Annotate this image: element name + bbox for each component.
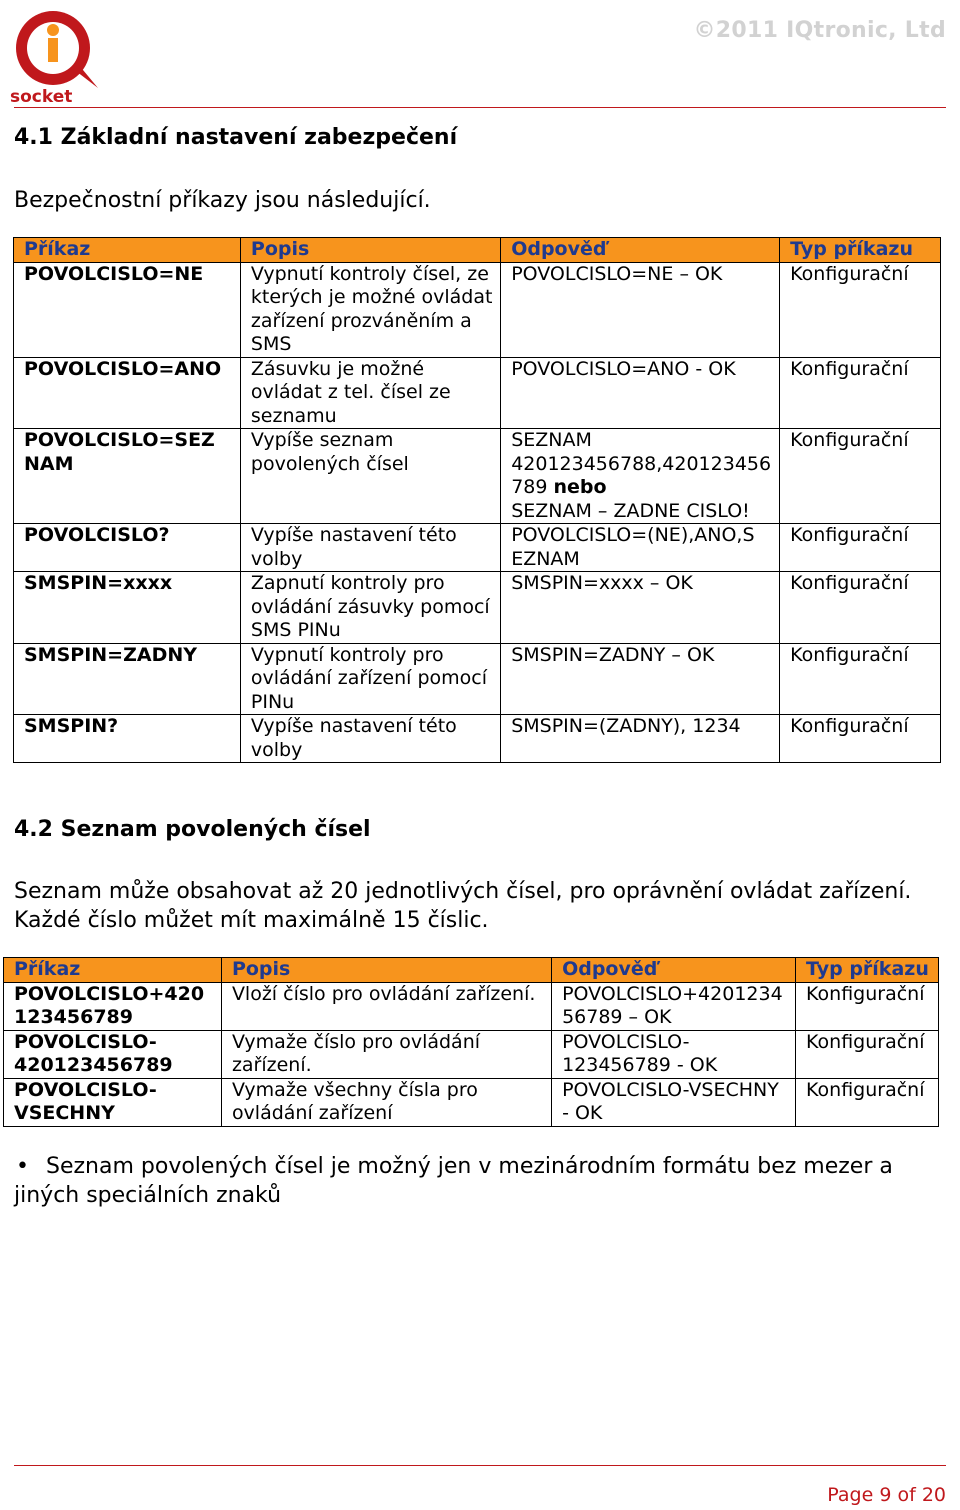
description-cell: Vymaže všechny čísla pro ovládání zařízení <box>221 1078 551 1126</box>
header-response: Odpověď <box>552 958 796 983</box>
section-title-4-1: 4.1 Základní nastavení zabezpečení <box>14 125 458 150</box>
command-cell: POVOLCISLO=NE <box>14 262 241 357</box>
format-note <box>14 1152 954 1210</box>
table-row <box>14 524 941 572</box>
response-cell: POVOLCISLO- 123456789 - OK <box>552 1030 796 1078</box>
response-cell: SMSPIN=ZADNY – OK <box>501 643 780 715</box>
description-cell: Zapnutí kontroly pro ovládání zásuvky pomocí SMS PINu <box>240 572 500 644</box>
section-intro-4-2: Seznam může obsahovat až 20 jednotlivých čísel, pro oprávnění ovládat zařízení. Každé číslo můžet mít maximálně 15 číslic. <box>14 879 912 933</box>
table-row <box>14 715 941 763</box>
type-cell: Konfigurační <box>780 357 941 429</box>
description-cell: Vloží číslo pro ovládání zařízení. <box>221 982 551 1030</box>
description-cell: Vypíše nastavení této volby <box>240 715 500 763</box>
section-title-4-2: 4.2 Seznam povolených čísel <box>14 817 371 842</box>
format-note-text: Seznam povolených čísel je možný jen v mezinárodním formátu bez mezer a jiných speciálních znaků <box>14 1154 893 1208</box>
header-command-type: Typ příkazu <box>796 958 939 983</box>
table-row <box>14 572 941 644</box>
page-number: Page 9 of 20 <box>827 1484 946 1506</box>
command-cell: POVOLCISLO- VSECHNY <box>4 1078 222 1126</box>
response-cell <box>501 429 780 524</box>
footer-divider <box>14 1465 946 1466</box>
table-row <box>4 982 939 1030</box>
security-commands-table <box>13 237 941 763</box>
header-command-type: Typ příkazu <box>780 238 941 263</box>
command-cell: POVOLCISLO- 420123456789 <box>4 1030 222 1078</box>
iqsocket-logo <box>8 4 102 104</box>
table-header-row <box>14 238 941 263</box>
command-cell: POVOLCISLO? <box>14 524 241 572</box>
response-cell: POVOLCISLO=NE – OK <box>501 262 780 357</box>
type-cell: Konfigurační <box>780 262 941 357</box>
type-cell: Konfigurační <box>780 572 941 644</box>
description-cell: Vypnutí kontroly pro ovládání zařízení pomocí PINu <box>240 643 500 715</box>
response-cell: SMSPIN=(ZADNY), 1234 <box>501 715 780 763</box>
response-cell: POVOLCISLO-VSECHNY - OK <box>552 1078 796 1126</box>
allowed-numbers-table <box>3 957 939 1127</box>
section-intro-4-1: Bezpečnostní příkazy jsou následující. <box>14 188 431 213</box>
type-cell: Konfigurační <box>796 1030 939 1078</box>
command-cell: SMSPIN? <box>14 715 241 763</box>
type-cell: Konfigurační <box>780 524 941 572</box>
command-cell: POVOLCISLO=SEZ NAM <box>14 429 241 524</box>
description-cell: Zásuvku je možné ovládat z tel. čísel ze seznamu <box>240 357 500 429</box>
command-cell: POVOLCISLO=ANO <box>14 357 241 429</box>
description-cell: Vypíše seznam povolených čísel <box>240 429 500 524</box>
response-cell: POVOLCISLO=(NE),ANO,S EZNAM <box>501 524 780 572</box>
table-row <box>14 643 941 715</box>
header-response: Odpověď <box>501 238 780 263</box>
header-command: Příkaz <box>4 958 222 983</box>
table-row <box>14 357 941 429</box>
response-list-text: SEZNAM 420123456788,420123456 789 <box>511 429 772 498</box>
response-empty-text: SEZNAM – ZADNE CISLO! <box>511 499 750 522</box>
table-row <box>14 262 941 357</box>
type-cell: Konfigurační <box>796 982 939 1030</box>
response-cell: POVOLCISLO+4201234 56789 – OK <box>552 982 796 1030</box>
description-cell: Vymaže číslo pro ovládání zařízení. <box>221 1030 551 1078</box>
type-cell: Konfigurační <box>780 715 941 763</box>
copyright-notice: ©2011 IQtronic, Ltd <box>693 18 946 43</box>
description-cell: Vypíše nastavení této volby <box>240 524 500 572</box>
header-description: Popis <box>221 958 551 983</box>
header-description: Popis <box>240 238 500 263</box>
logo-text: socket <box>10 87 73 104</box>
description-cell: Vypnutí kontroly čísel, ze kterých je možné ovládat zařízení prozváněním a SMS <box>240 262 500 357</box>
table-header-row <box>4 958 939 983</box>
response-cell: SMSPIN=xxxx – OK <box>501 572 780 644</box>
table-row <box>4 1078 939 1126</box>
table-row <box>14 429 941 524</box>
header-divider <box>14 107 946 108</box>
type-cell: Konfigurační <box>780 429 941 524</box>
or-word: nebo <box>553 476 607 498</box>
bullet-point: • <box>16 1154 29 1179</box>
type-cell: Konfigurační <box>796 1078 939 1126</box>
table-row <box>4 1030 939 1078</box>
command-cell: SMSPIN=ZADNY <box>14 643 241 715</box>
response-cell: POVOLCISLO=ANO - OK <box>501 357 780 429</box>
header-command: Příkaz <box>14 238 241 263</box>
command-cell: SMSPIN=xxxx <box>14 572 241 644</box>
command-cell: POVOLCISLO+420 123456789 <box>4 982 222 1030</box>
type-cell: Konfigurační <box>780 643 941 715</box>
